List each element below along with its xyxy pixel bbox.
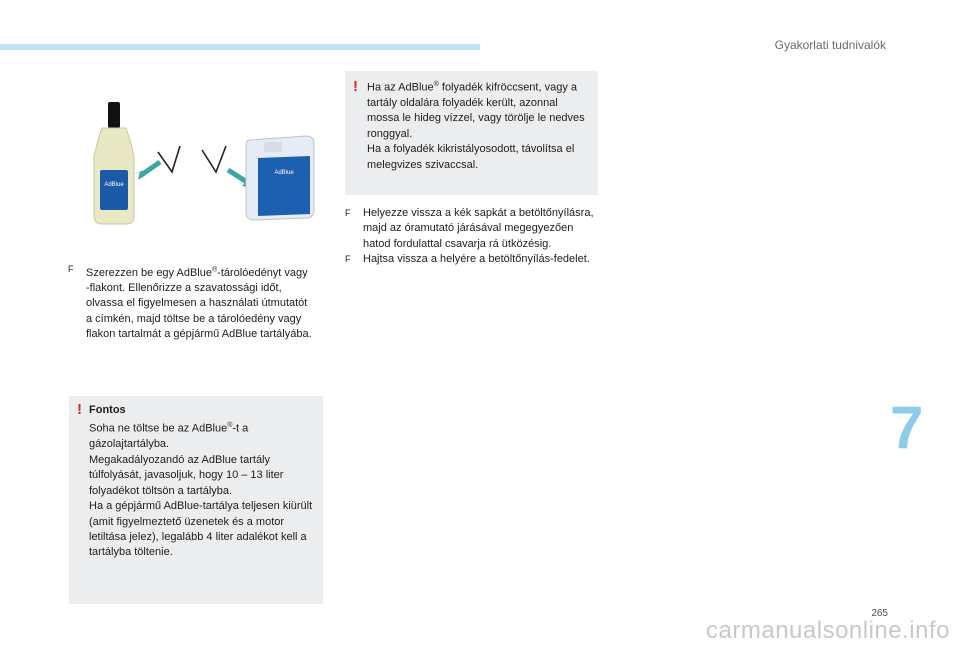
adblue-containers-illustration bbox=[88, 96, 324, 230]
list-item bbox=[68, 262, 313, 343]
bullet-marker: F bbox=[68, 264, 74, 274]
warning-text bbox=[367, 77, 593, 173]
list-item bbox=[345, 206, 601, 252]
spill-warning-box bbox=[345, 71, 598, 195]
chapter-number: 7 bbox=[890, 394, 924, 461]
warning-icon: ! bbox=[77, 401, 82, 418]
instruction-list bbox=[68, 262, 313, 343]
bullet-marker: F bbox=[345, 254, 351, 265]
warning-paragraph: Megakadályozandó az AdBlue tartály túlfolyását, javasoljuk, hogy 10 – 13 liter folyadékot töltsön a tartályba. bbox=[89, 453, 284, 497]
instruction-list bbox=[345, 206, 601, 268]
header-accent-bar bbox=[0, 44, 480, 50]
bullet-marker: F bbox=[345, 208, 351, 218]
bullet-text: Hajtsa vissza a helyére a betöltőnyílás-fedelet. bbox=[363, 253, 590, 266]
warning-paragraph: Ha az AdBlue® folyadék kifröccsent, vagy a tartály oldalára folyadék került, azonnal mossa le hideg vízzel, vagy törölje le nedves ronggyal. bbox=[367, 81, 585, 140]
list-item bbox=[345, 252, 601, 267]
check-icon bbox=[202, 146, 226, 172]
warning-paragraph: Ha a gépjármű AdBlue-tartálya teljesen kiürült (amit figyelmeztető üzenetek és a motor letiltása jelez), legalább 4 liter adalékot kell a tartályba töltenie. bbox=[89, 500, 313, 559]
bullet-text: Szerezzen be egy AdBlue®-tárolóedényt vagy -flakont. Ellenőrizze a szavatossági időt, olvassa el figyelmesen a használati útmutatót a címkén, majd töltse be a tárolóedény vagy flakon tartalmát a gépjármű AdBlue tartályába. bbox=[86, 266, 312, 341]
warning-text bbox=[89, 403, 315, 561]
important-warning-box bbox=[69, 396, 323, 604]
warning-paragraph: Soha ne töltse be az AdBlue®-t a gázolajtartályba. bbox=[89, 422, 249, 451]
watermark-text: carmanualsonline.info bbox=[706, 617, 950, 644]
canister-label-text: AdBlue bbox=[274, 170, 294, 176]
adblue-canister-image bbox=[246, 136, 314, 220]
section-title: Gyakorlati tudnivalók bbox=[774, 38, 886, 52]
adblue-bottle-image bbox=[94, 102, 134, 224]
arrow-shaft bbox=[140, 162, 160, 176]
page-number: 265 bbox=[871, 608, 888, 619]
warning-paragraph: Ha a folyadék kikristályosodott, távolítsa el melegvizes szivaccsal. bbox=[367, 143, 575, 171]
warning-icon: ! bbox=[353, 78, 358, 95]
bottle-label-text: AdBlue bbox=[104, 182, 124, 188]
bullet-text: Helyezze vissza a kék sapkát a betöltőnyílásra, majd az óramutató járásával megegyezően hatod fordulattal csavarja rá ütközésig. bbox=[363, 207, 594, 250]
warning-title: Fontos bbox=[89, 404, 126, 416]
check-icon bbox=[158, 146, 180, 172]
